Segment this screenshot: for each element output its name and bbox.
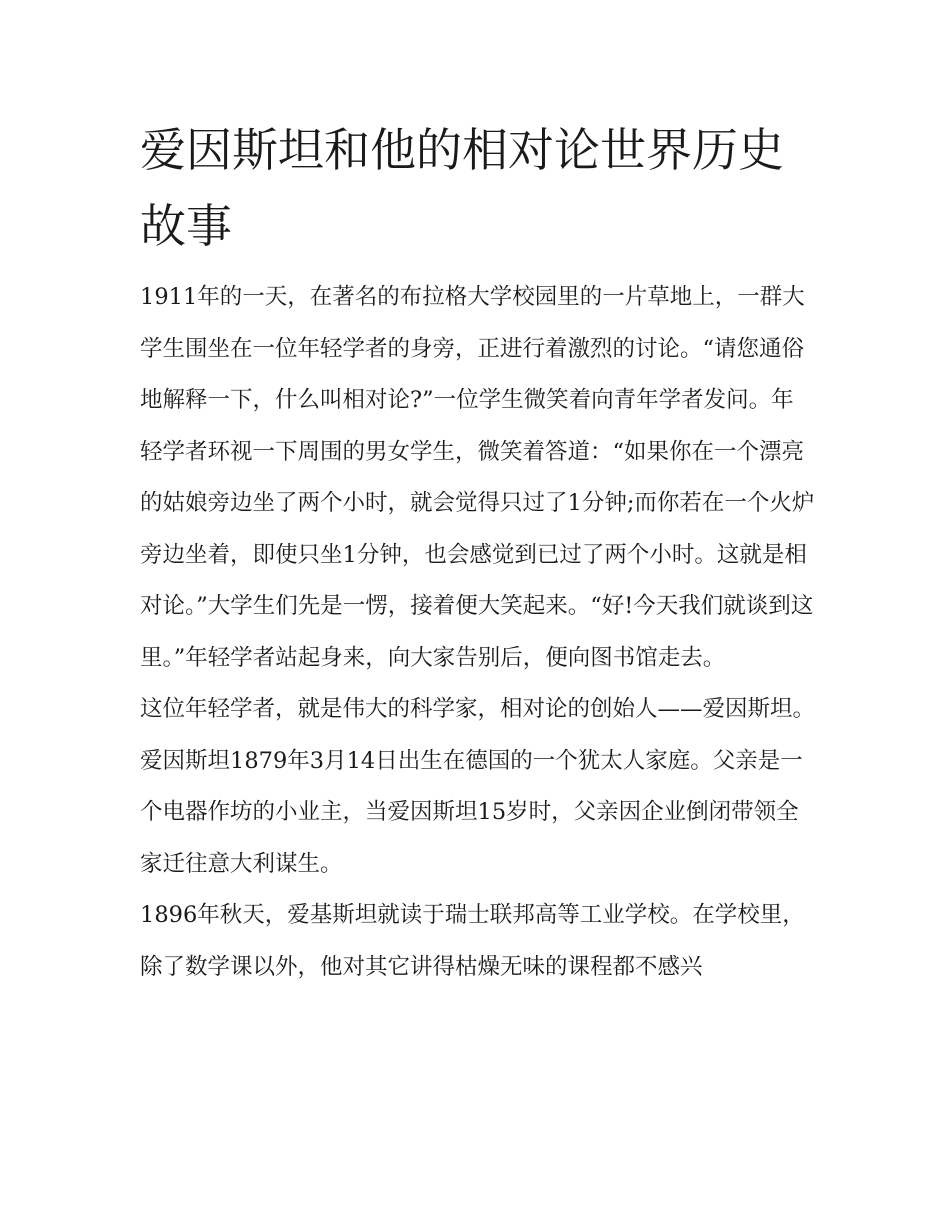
paragraph-2: 这位年轻学者，就是伟大的科学家，相对论的创始人——爱因斯坦。: [140, 696, 816, 722]
paragraph-1: 1911年的一天，在著名的布拉格大学校园里的一片草地上，一群大学生围坐在一位年轻学者的身旁，正进行着激烈的讨论。“请您通俗地解释一下，什么叫相对论?”一位学生微笑着向青年学者发问。年轻学者环视一下周围的男女学生，微笑着答道：“如果你在一个漂亮的姑娘旁边坐了两个小时，就会觉得只过了1分钟;而你若在一个火炉旁边坐着，即使只坐1分钟，也会感觉到已过了两个小时。这就是相对论。”大学生们先是一愣，接着便大笑起来。“好!今天我们就谈到这里。”年轻学者站起身来，向大家告别后，便向图书馆走去。: [140, 284, 815, 671]
document-title: 爱因斯坦和他的相对论世界历史故事: [140, 123, 784, 253]
paragraph-3: 爱因斯坦1879年3月14日出生在德国的一个犹太人家庭。父亲是一个电器作坊的小业主，当爱因斯坦15岁时，父亲因企业倒闭带领全家迁往意大利谋生。: [140, 747, 803, 877]
document-page: [140, 112, 815, 993]
paragraph-4: 1896年秋天，爱基斯坦就读于瑞士联邦高等工业学校。在学校里，除了数学课以外，他对其它讲得枯燥无味的课程都不感兴: [140, 902, 805, 980]
